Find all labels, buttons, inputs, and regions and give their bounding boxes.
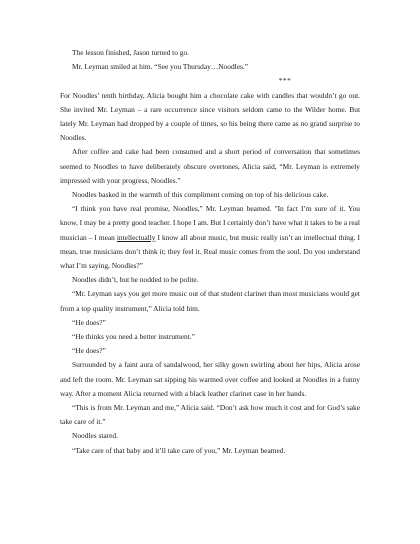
paragraph-text: I know all about music, but music really isn’t an intellectual thing. I mean, true musicians don’t think it; they feel it. Real music comes from the soul. Do you understand what I’m saying, Noodles?” (60, 232, 360, 271)
paragraph: For Noodles’ tenth birthday, Alicia bought him a chocolate cake with candles that wouldn’t go out. She invited Mr. Leyman – a rare occurrence since visitors seldom came to the Wilder home. But lately Mr. Leyman had dropped by a couple of times, so his being there came as no grand surprise to Noodles. (60, 90, 360, 143)
paragraph-text: “I think you have real promise, Noodles,” Mr. Leyman beamed. "In fact I’m sure of it. You know, I may be a pretty good teacher. I hope I am. But I certainly don’t have what it takes to be a real musician – I mean (60, 204, 360, 242)
paragraph: After coffee and cake had been consumed and a short period of conversation that sometimes seemed to Noodles to have deliberately obscure overtones, Alicia said, “Mr. Leyman is extremely impressed with your progress, Noodles.” (60, 147, 360, 185)
paragraph: Surrounded by a faint aura of sandalwood, her silky gown swirling about her hips, Alicia arose and left the room. Mr. Leyman sat sipping his warmed over coffee and looked at Noodles in a funny way. After a moment Alicia returned with a black leather clarinet case in her hands. (60, 360, 360, 398)
paragraph: Noodles basked in the warmth of this compliment coming on top of his delicious cake. (72, 190, 329, 200)
paragraph: “This is from Mr. Leyman and me,” Alicia said. “Don’t ask how much it cost and for God’s sake take care of it.” (60, 403, 360, 427)
paragraph (60, 202, 360, 273)
paragraph: “He thinks you need a better instrument.” (72, 332, 195, 342)
paragraph: “He does?” (72, 317, 106, 327)
paragraph: “He does?” (72, 346, 106, 356)
paragraph: “Mr. Leyman says you get more music out of that student clarinet than most musicians would get from a top quality instrument,” Alicia told him. (60, 289, 360, 313)
paragraph: Noodles stared. (72, 431, 118, 441)
section-break: *** (278, 76, 292, 86)
paragraph: “Take care of that baby and it’ll take care of you,” Mr. Leyman beamed. (72, 445, 286, 455)
paragraph: Mr. Leyman smiled at him. “See you Thursday…Noodles.” (72, 62, 248, 72)
underlined-word: intellectually (116, 232, 156, 242)
paragraph: The lesson finished, Jason turned to go. (72, 48, 190, 57)
paragraph: Noodles didn’t, but he nodded to be polite. (72, 275, 199, 285)
document-page (60, 46, 360, 458)
